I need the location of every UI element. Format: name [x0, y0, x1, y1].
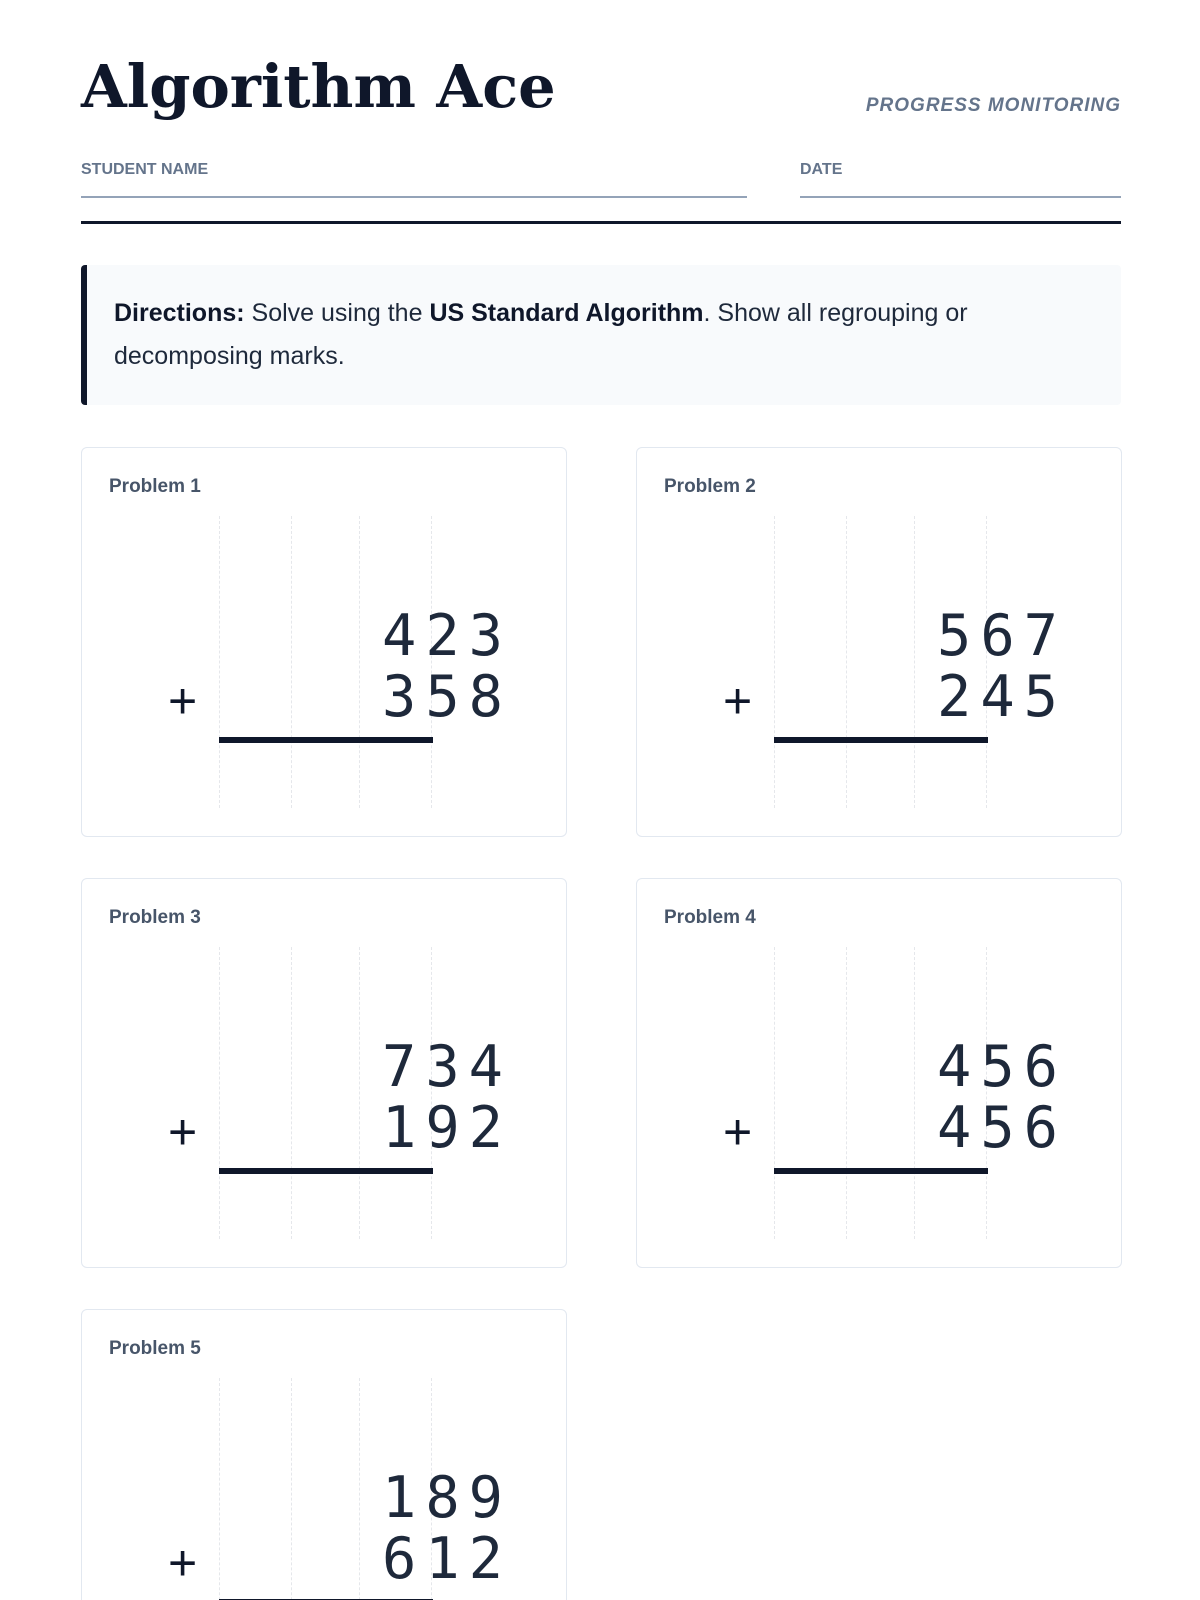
- place-value-guide: [774, 947, 775, 1239]
- addend-top: 423: [382, 603, 512, 669]
- problem-label: Problem 4: [664, 907, 756, 928]
- problem-label: Problem 2: [664, 476, 756, 497]
- place-value-guide: [291, 516, 292, 808]
- addend-bottom: 612: [382, 1526, 512, 1592]
- plus-sign: +: [723, 673, 753, 729]
- answer-line[interactable]: [774, 737, 988, 743]
- directions-text-part-2: . Show all regrouping or decomposing marks.: [114, 299, 968, 370]
- addend-top: 456: [937, 1034, 1067, 1100]
- addend-top: 734: [382, 1034, 512, 1100]
- plus-sign: +: [168, 673, 198, 729]
- place-value-guide: [219, 1378, 220, 1600]
- addend-bottom: 192: [382, 1095, 512, 1161]
- answer-line[interactable]: [219, 737, 433, 743]
- problem-label: Problem 5: [109, 1338, 201, 1359]
- answer-line[interactable]: [774, 1168, 988, 1174]
- directions-emphasis: US Standard Algorithm: [429, 299, 704, 327]
- addend-bottom: 358: [382, 664, 512, 730]
- problem-card: [81, 878, 567, 1268]
- directions-box: [81, 265, 1121, 405]
- place-value-guide: [291, 947, 292, 1239]
- date-field[interactable]: [800, 160, 1121, 198]
- header-divider: [81, 221, 1121, 224]
- place-value-guide: [846, 516, 847, 808]
- student-name-label: STUDENT NAME: [81, 161, 209, 178]
- student-name-field[interactable]: [81, 160, 747, 198]
- addend-top: 567: [937, 603, 1067, 669]
- answer-line[interactable]: [219, 1168, 433, 1174]
- plus-sign: +: [723, 1104, 753, 1160]
- place-value-guide: [774, 516, 775, 808]
- directions-lead: Directions:: [114, 299, 245, 327]
- addend-bottom: 245: [937, 664, 1067, 730]
- page-subtitle: PROGRESS MONITORING: [865, 95, 1121, 116]
- place-value-guide: [219, 516, 220, 808]
- date-label: DATE: [800, 161, 843, 178]
- problem-label: Problem 1: [109, 476, 201, 497]
- problem-card: [81, 447, 567, 837]
- page-title: Algorithm Ace: [81, 52, 556, 121]
- directions-text: [114, 292, 1091, 378]
- place-value-guide: [291, 1378, 292, 1600]
- problem-card: [636, 878, 1122, 1268]
- place-value-guide: [846, 947, 847, 1239]
- problem-label: Problem 3: [109, 907, 201, 928]
- addend-top: 189: [382, 1465, 512, 1531]
- plus-sign: +: [168, 1104, 198, 1160]
- plus-sign: +: [168, 1535, 198, 1591]
- place-value-guide: [219, 947, 220, 1239]
- addend-bottom: 456: [937, 1095, 1067, 1161]
- directions-text-part-1: Solve using the: [244, 299, 430, 327]
- problem-card: [81, 1309, 567, 1600]
- problem-card: [636, 447, 1122, 837]
